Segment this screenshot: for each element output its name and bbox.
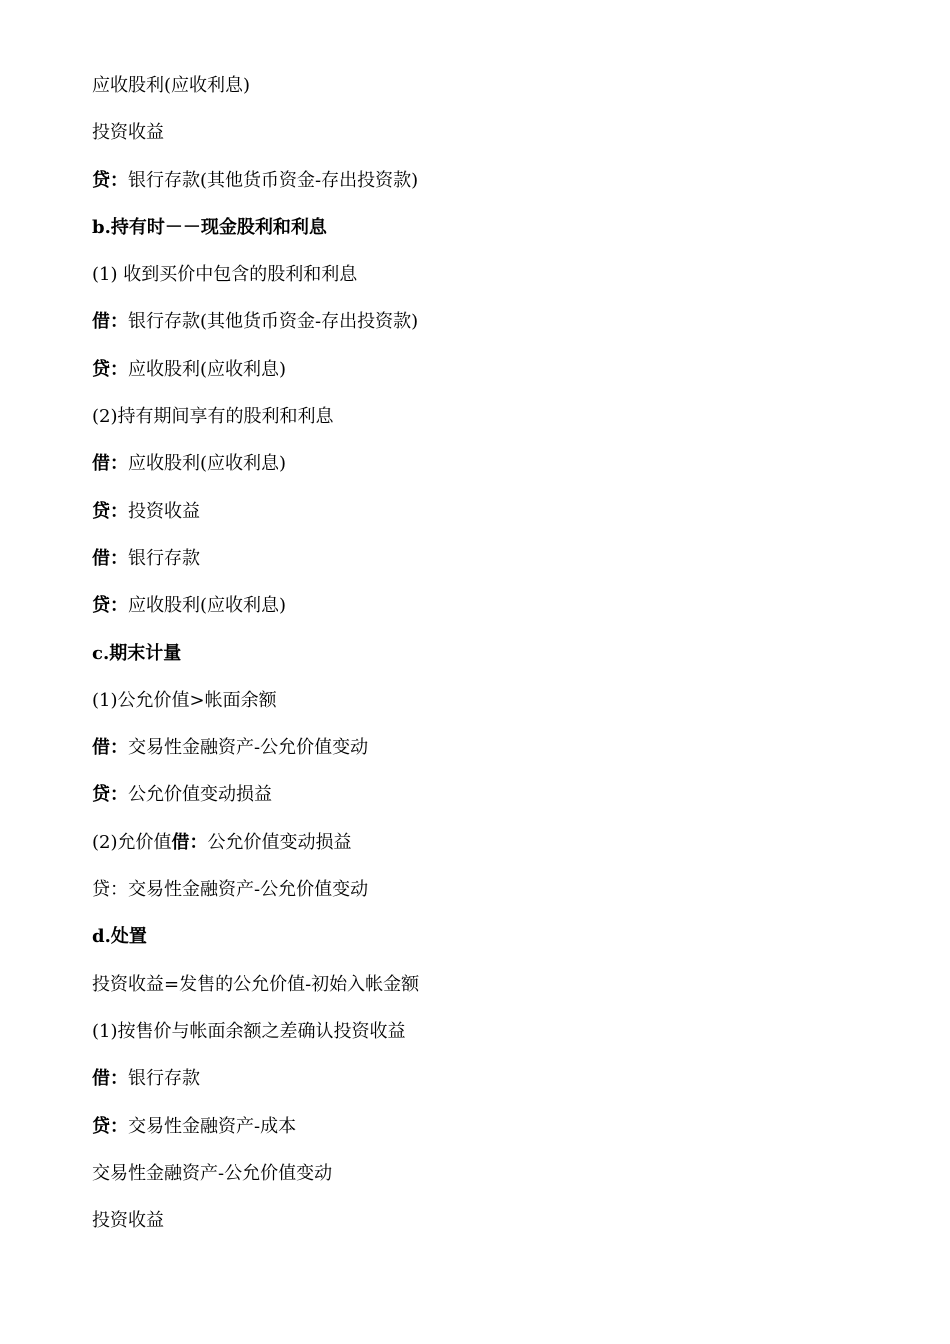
- journal-entry-line: [92, 165, 892, 212]
- text-line: [92, 117, 892, 164]
- line-text: 交易性金融资产-成本: [128, 1115, 297, 1137]
- journal-entry-line: [92, 1111, 892, 1158]
- journal-entry-line: [92, 590, 892, 637]
- credit-label: 贷：: [92, 784, 128, 806]
- line-text: 应收股利(应收利息): [128, 453, 287, 475]
- line-text: 银行存款(其他货币资金-存出投资款): [128, 169, 419, 191]
- line-text: 应收股利(应收利息): [128, 358, 287, 380]
- journal-entry-line: [92, 827, 892, 874]
- text-line: [92, 401, 892, 448]
- credit-label: 贷：: [92, 358, 128, 380]
- credit-label: 贷：: [92, 595, 128, 617]
- journal-entry-line: [92, 306, 892, 353]
- debit-label: 借：: [92, 311, 128, 333]
- journal-entry-line: [92, 1063, 892, 1110]
- text-line: [92, 259, 892, 306]
- text-line: [92, 685, 892, 732]
- debit-label: 借：: [171, 831, 208, 853]
- line-pretext: (2)允价值: [92, 831, 172, 853]
- line-text: 应收股利(应收利息): [128, 595, 287, 617]
- document-page: [92, 70, 892, 1252]
- line-text: 投资收益: [92, 1210, 164, 1232]
- line-text: (1) 收到买价中包含的股利和利息: [92, 264, 358, 286]
- credit-label: 贷：: [92, 1115, 128, 1137]
- line-text: 投资收益=发售的公允价值-初始入帐金额: [92, 973, 420, 995]
- text-line: [92, 969, 892, 1016]
- line-text: 投资收益: [92, 122, 164, 144]
- text-line: [92, 874, 892, 921]
- section-heading: d.处置: [92, 926, 147, 948]
- text-line: [92, 70, 892, 117]
- section-heading: c.期末计量: [92, 642, 182, 664]
- line-text: 交易性金融资产-公允价值变动: [92, 1162, 333, 1184]
- journal-entry-line: [92, 354, 892, 401]
- line-text: 投资收益: [128, 500, 200, 522]
- line-text: 公允价值变动损益: [207, 831, 352, 853]
- journal-entry-line: [92, 543, 892, 590]
- journal-entry-line: [92, 779, 892, 826]
- debit-label: 借：: [92, 1068, 128, 1090]
- line-text: 公允价值变动损益: [128, 784, 272, 806]
- line-text: 银行存款(其他货币资金-存出投资款): [128, 311, 419, 333]
- text-line: [92, 1205, 892, 1252]
- line-text: 交易性金融资产-公允价值变动: [128, 737, 369, 759]
- journal-entry-line: [92, 496, 892, 543]
- line-text: 银行存款: [128, 1068, 200, 1090]
- journal-entry-line: [92, 732, 892, 779]
- debit-label: 借：: [92, 453, 128, 475]
- text-line: [92, 1158, 892, 1205]
- credit-label: 贷：: [92, 169, 128, 191]
- text-line: [92, 1016, 892, 1063]
- line-text: 贷：交易性金融资产-公允价值变动: [92, 879, 369, 901]
- line-text: (2)持有期间享有的股利和利息: [92, 406, 334, 428]
- section-heading: b.持有时－－现金股利和利息: [92, 216, 327, 238]
- line-text: (1)按售价与帐面余额之差确认投资收益: [92, 1020, 406, 1042]
- line-text: 银行存款: [128, 547, 200, 569]
- debit-label: 借：: [92, 737, 128, 759]
- journal-entry-line: [92, 448, 892, 495]
- credit-label: 贷：: [92, 500, 128, 522]
- line-text: (1)公允价值>帐面余额: [92, 689, 277, 711]
- line-text: 应收股利(应收利息): [92, 75, 251, 96]
- debit-label: 借：: [92, 547, 128, 569]
